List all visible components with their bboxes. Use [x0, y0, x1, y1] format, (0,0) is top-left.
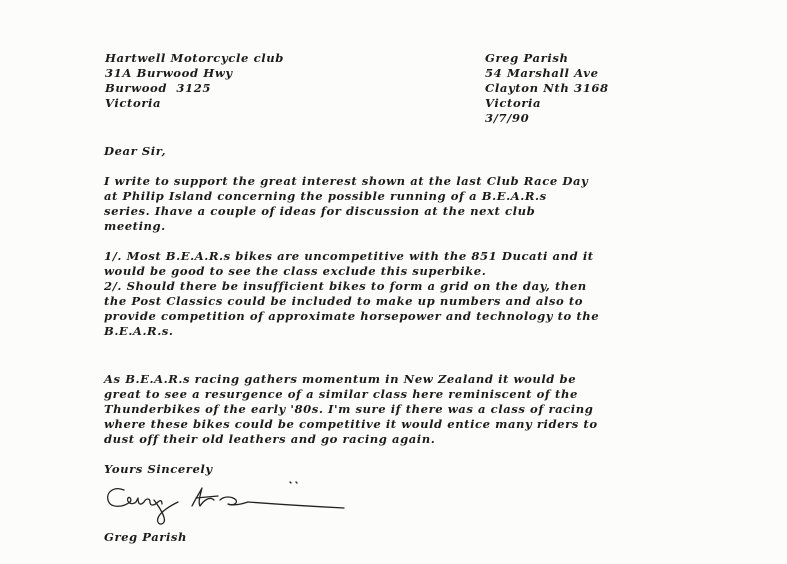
handwritten-signature: [104, 478, 354, 528]
sender-address: [105, 51, 284, 111]
paragraph-line: I write to support the great interest shown at the last Club Race Day: [104, 174, 589, 188]
paragraph-line: dust off their old leathers and go racing again.: [104, 432, 436, 446]
paragraph-line: at Philip Island concerning the possible running of a B.E.A.R.s: [104, 189, 547, 203]
paragraph-line: provide competition of approximate horsepower and technology to the: [104, 309, 600, 323]
paragraph-line: B.E.A.R.s.: [104, 324, 174, 338]
paragraph-line: As B.E.A.R.s racing gathers momentum in New Zealand it would be: [104, 372, 577, 386]
salutation: Dear Sir,: [104, 144, 167, 158]
paragraph-2: [104, 249, 599, 339]
letter-date: 3/7/90: [485, 111, 530, 125]
sender-address-line: Hartwell Motorcycle club: [105, 51, 284, 65]
recipient-address-line: Victoria: [485, 96, 542, 110]
paragraph-line: 2/. Should there be insufficient bikes to form a grid on the day, then: [104, 279, 587, 293]
paragraph-1: [104, 174, 588, 234]
paragraph-line: great to see a resurgence of a similar class here reminiscent of the: [104, 387, 578, 401]
recipient-address-line: Greg Parish: [485, 51, 569, 65]
signature-name: Greg Parish: [104, 530, 187, 544]
paragraph-line: meeting.: [104, 219, 166, 233]
closing: Yours Sincerely: [104, 462, 213, 476]
recipient-address: [485, 51, 609, 126]
paragraph-line: the Post Classics could be included to make up numbers and also to: [104, 294, 584, 308]
sender-address-line: Victoria: [105, 96, 162, 110]
sender-address-line: 31A Burwood Hwy: [105, 66, 233, 80]
paragraph-3: [104, 372, 598, 447]
paragraph-line: where these bikes could be competitive it would entice many riders to: [104, 417, 598, 431]
recipient-address-line: Clayton Nth 3168: [485, 81, 609, 95]
paragraph-line: Thunderbikes of the early '80s. I'm sure if there was a class of racing: [104, 402, 594, 416]
paragraph-line: series. Ihave a couple of ideas for discussion at the next club: [104, 204, 536, 218]
paragraph-line: 1/. Most B.E.A.R.s bikes are uncompetitive with the 851 Ducati and it: [104, 249, 594, 263]
recipient-address-line: 54 Marshall Ave: [485, 66, 599, 80]
sender-address-line: Burwood 3125: [105, 81, 212, 95]
paragraph-line: would be good to see the class exclude this superbike.: [104, 264, 487, 278]
